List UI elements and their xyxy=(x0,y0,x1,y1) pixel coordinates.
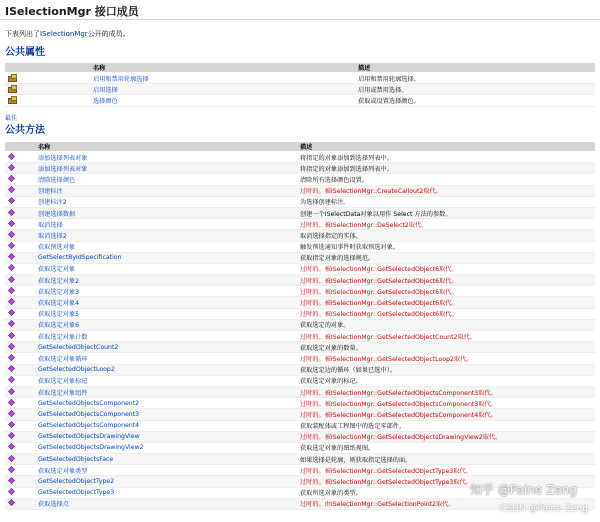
methods-description: 过时的。由ISelectionMgr::GetSelectionPoint2取代。 xyxy=(300,501,455,509)
methods-row-desc-cell xyxy=(297,219,595,230)
methods-description: 触发预选通知事件时获取预选对象。 xyxy=(300,244,399,252)
method-icon xyxy=(8,444,15,451)
methods-row-name-cell xyxy=(35,219,297,230)
properties-name-link[interactable]: 启用和禁用轮廓选择 xyxy=(93,75,149,83)
methods-row-desc-cell xyxy=(297,252,595,263)
intro-prefix: 下表列出了 xyxy=(5,30,40,38)
method-icon xyxy=(8,432,15,439)
methods-row-desc-cell xyxy=(297,275,595,286)
methods-name-link[interactable]: GetSelectedObjectsDrawingView2 xyxy=(38,444,144,452)
method-icon xyxy=(8,332,15,339)
methods-name-link[interactable]: GetSelectedObjectsComponent3 xyxy=(38,410,140,418)
methods-row xyxy=(5,297,595,308)
method-icon xyxy=(8,153,15,160)
properties-row-name-cell xyxy=(90,95,355,106)
method-icon xyxy=(8,343,15,350)
properties-name-link[interactable]: 选择颜色 xyxy=(93,97,118,105)
methods-row xyxy=(5,174,595,185)
method-icon xyxy=(8,499,15,506)
methods-row-name-cell xyxy=(35,275,297,286)
methods-row-desc-cell xyxy=(297,420,595,431)
properties-row-desc-cell xyxy=(355,84,595,95)
methods-row xyxy=(5,353,595,364)
methods-name-link[interactable]: 创建选择数据 xyxy=(38,210,76,218)
methods-row-desc-cell xyxy=(297,398,595,409)
methods-row-icon-cell xyxy=(5,498,35,509)
methods-row xyxy=(5,386,595,397)
properties-row xyxy=(5,95,595,106)
methods-description: 过时的。被ISelectionMgr::GetSelectedObjectType3取代。 xyxy=(300,467,472,475)
properties-name-col-header: 名称 xyxy=(90,63,355,73)
methods-name-link[interactable]: GetSelectedObjectCount2 xyxy=(38,343,119,351)
properties-row xyxy=(5,84,595,95)
methods-description: 过时的。被ISelectionMgr::GetSelectedObject6取代。 xyxy=(300,300,458,308)
properties-name-link[interactable]: 启用选择 xyxy=(93,86,118,94)
methods-row-name-cell xyxy=(35,353,297,364)
methods-description: 过时的。被ISelectionMgr::GetSelectedObject6取代。 xyxy=(300,288,458,296)
methods-row-desc-cell xyxy=(297,375,595,386)
methods-row-name-cell xyxy=(35,375,297,386)
methods-row-icon-cell xyxy=(5,487,35,498)
methods-row-name-cell xyxy=(35,207,297,218)
methods-row-desc-cell xyxy=(297,331,595,342)
methods-row-icon-cell xyxy=(5,342,35,353)
methods-row-desc-cell xyxy=(297,207,595,218)
methods-name-col-header: 名称 xyxy=(35,142,297,152)
methods-row-icon-cell xyxy=(5,386,35,397)
methods-row-name-cell xyxy=(35,185,297,196)
methods-name-link[interactable]: 获取选定对象4 xyxy=(38,300,80,308)
methods-name-link[interactable]: 获取选定对象计数 xyxy=(38,333,88,341)
methods-name-link[interactable]: 添加选择列表对象 xyxy=(38,154,88,162)
method-icon xyxy=(8,376,15,383)
methods-row-name-cell xyxy=(35,263,297,274)
methods-row-desc-cell xyxy=(297,152,595,163)
methods-row-icon-cell xyxy=(5,275,35,286)
methods-name-link[interactable]: GetSelectedObjectLoop2 xyxy=(38,366,115,374)
methods-name-link[interactable]: 创建标注 xyxy=(38,188,63,196)
methods-row-icon-cell xyxy=(5,230,35,241)
title-bar xyxy=(0,0,600,20)
methods-name-link[interactable]: GetSelectedObjectsComponent2 xyxy=(38,399,140,407)
method-icon xyxy=(8,488,15,495)
methods-row-name-cell xyxy=(35,230,297,241)
methods-description: 将指定的对象添加到选择列表中。 xyxy=(300,154,393,162)
methods-row-desc-cell xyxy=(297,241,595,252)
methods-row-icon-cell xyxy=(5,308,35,319)
methods-row-icon-cell xyxy=(5,375,35,386)
methods-name-link[interactable]: 获取选定对象3 xyxy=(38,288,80,296)
methods-row xyxy=(5,442,595,453)
methods-icon-col-header xyxy=(5,142,35,152)
methods-name-link[interactable]: 获取选定对象类型 xyxy=(38,467,88,475)
intro-interface-link[interactable]: ISelectionMgr xyxy=(40,30,88,38)
methods-name-link[interactable]: 获取预选对象 xyxy=(38,244,76,252)
method-icon xyxy=(8,399,15,406)
methods-name-link[interactable]: GetSelectedObjectType2 xyxy=(38,478,115,486)
csdn-watermark: CSDN @Paine Zeng xyxy=(500,504,588,514)
properties-row-desc-cell xyxy=(355,95,595,106)
methods-row-name-cell xyxy=(35,297,297,308)
methods-name-link[interactable]: 取消选择2 xyxy=(38,232,67,240)
methods-row-desc-cell xyxy=(297,409,595,420)
methods-name-link[interactable]: 获取选定对象5 xyxy=(38,311,80,319)
properties-row-icon-cell xyxy=(5,73,90,84)
methods-description: 获取所选对象的类型。 xyxy=(300,490,362,498)
methods-row-name-cell xyxy=(35,431,297,442)
methods-row xyxy=(5,230,595,241)
methods-name-link[interactable]: 创建标注2 xyxy=(38,199,67,207)
methods-name-link[interactable]: 取消选择 xyxy=(38,221,63,229)
methods-row xyxy=(5,364,595,375)
properties-description: 获取或设置选择颜色。 xyxy=(358,97,420,105)
method-icon xyxy=(8,197,15,204)
methods-description: 获取选定边的循环（如果已选中）。 xyxy=(300,367,396,375)
methods-row-icon-cell xyxy=(5,185,35,196)
properties-desc-col-header: 描述 xyxy=(355,63,595,73)
properties-row xyxy=(5,73,595,84)
methods-row-desc-cell xyxy=(297,386,595,397)
methods-row-icon-cell xyxy=(5,219,35,230)
methods-row-icon-cell xyxy=(5,476,35,487)
methods-row-icon-cell xyxy=(5,398,35,409)
methods-row-desc-cell xyxy=(297,185,595,196)
methods-description: 将指定的对象添加到选择列表中。 xyxy=(300,165,393,173)
properties-table xyxy=(5,63,595,107)
methods-description: 过时的。被ISelectionMgr::GetSelectedObjectsDrawingView2取代。 xyxy=(300,434,502,442)
methods-name-link[interactable]: 获取选定对象 xyxy=(38,266,76,274)
methods-row-icon-cell xyxy=(5,252,35,263)
methods-row-desc-cell xyxy=(297,286,595,297)
methods-name-link[interactable]: 获取选定对象循环 xyxy=(38,355,88,363)
methods-description: 获取选定对象的标记。 xyxy=(300,378,362,386)
properties-row-icon-cell xyxy=(5,95,90,106)
method-icon xyxy=(8,186,15,193)
page-title: ISelectionMgr 接口成员 xyxy=(5,5,139,18)
methods-description: 过时的。被ISelectionMgr::DeSelect2取代。 xyxy=(300,221,428,229)
methods-name-link[interactable]: GetSelectByIdSpecification xyxy=(38,254,122,262)
method-icon xyxy=(8,253,15,260)
properties-row-desc-cell xyxy=(355,73,595,84)
properties-row-name-cell xyxy=(90,84,355,95)
methods-row xyxy=(5,319,595,330)
methods-row-name-cell xyxy=(35,398,297,409)
methods-description: 过时的。被ISelectionMgr::GetSelectedObjectsComponent3取代。 xyxy=(300,389,497,397)
methods-row-name-cell xyxy=(35,241,297,252)
methods-row-desc-cell xyxy=(297,319,595,330)
method-icon xyxy=(8,231,15,238)
methods-row-name-cell xyxy=(35,319,297,330)
methods-row xyxy=(5,252,595,263)
methods-row-name-cell xyxy=(35,163,297,174)
method-icon xyxy=(8,477,15,484)
methods-row-icon-cell xyxy=(5,286,35,297)
methods-row-name-cell xyxy=(35,386,297,397)
methods-description: 过时的。被ISelectionMgr::GetSelectedObjectCount2取代。 xyxy=(300,333,477,341)
methods-row-desc-cell xyxy=(297,297,595,308)
methods-row xyxy=(5,241,595,252)
method-icon xyxy=(8,276,15,283)
methods-row xyxy=(5,207,595,218)
methods-row xyxy=(5,196,595,207)
methods-row-desc-cell xyxy=(297,308,595,319)
method-icon xyxy=(8,388,15,395)
intro-text xyxy=(5,29,130,39)
methods-row-desc-cell xyxy=(297,263,595,274)
methods-row-desc-cell xyxy=(297,163,595,174)
method-icon xyxy=(8,320,15,327)
methods-table-body xyxy=(5,152,595,510)
methods-name-link[interactable]: 获取选定对象2 xyxy=(38,277,80,285)
methods-row-icon-cell xyxy=(5,364,35,375)
methods-description: 如果选择是轮廓，则获取指定选择的面。 xyxy=(300,456,412,464)
methods-description: 过时的。被ISelectionMgr::GetSelectedObject6取代。 xyxy=(300,266,458,274)
method-icon xyxy=(8,410,15,417)
methods-description: 获取装配体或工程图中的选定零部件。 xyxy=(300,423,406,431)
methods-row xyxy=(5,185,595,196)
methods-table xyxy=(5,142,595,510)
property-icon xyxy=(8,74,17,81)
methods-row-icon-cell xyxy=(5,196,35,207)
methods-row-name-cell xyxy=(35,409,297,420)
methods-row-desc-cell xyxy=(297,230,595,241)
methods-name-link[interactable]: 获取选定对象组件 xyxy=(38,389,88,397)
methods-name-link[interactable]: GetSelectedObjectsComponent4 xyxy=(38,422,140,430)
methods-row-icon-cell xyxy=(5,353,35,364)
methods-description: 清除所有选择颜色设置。 xyxy=(300,176,369,184)
methods-row xyxy=(5,409,595,420)
methods-desc-col-header: 描述 xyxy=(297,142,595,152)
method-icon xyxy=(8,220,15,227)
methods-row-icon-cell xyxy=(5,263,35,274)
methods-row-name-cell xyxy=(35,454,297,465)
methods-row-name-cell xyxy=(35,286,297,297)
methods-row xyxy=(5,342,595,353)
methods-description: 过时的。被ISelectionMgr::GetSelectedObject6取代。 xyxy=(300,311,458,319)
methods-row xyxy=(5,375,595,386)
methods-row-icon-cell xyxy=(5,442,35,453)
methods-description: 过时的。被ISelectionMgr::GetSelectedObjectsComponent3取代。 xyxy=(300,400,497,408)
methods-row-icon-cell xyxy=(5,331,35,342)
methods-description: 获取选定对象的图纸视图。 xyxy=(300,445,375,453)
methods-row-icon-cell xyxy=(5,431,35,442)
methods-row xyxy=(5,331,595,342)
methods-row xyxy=(5,420,595,431)
methods-row-desc-cell xyxy=(297,342,595,353)
property-icon xyxy=(8,85,17,92)
methods-row-desc-cell xyxy=(297,431,595,442)
methods-name-link[interactable]: GetSelectedObjectsFace xyxy=(38,455,114,463)
methods-row-desc-cell xyxy=(297,442,595,453)
properties-section-title: 公共属性 xyxy=(5,47,45,58)
methods-row-icon-cell xyxy=(5,207,35,218)
methods-row-icon-cell xyxy=(5,454,35,465)
method-icon xyxy=(8,421,15,428)
properties-icon-col-header xyxy=(5,63,90,73)
methods-name-link[interactable]: 获取选择点 xyxy=(38,501,69,509)
methods-row-desc-cell xyxy=(297,465,595,476)
methods-name-link[interactable]: 获取选定对象6 xyxy=(38,322,80,330)
methods-row-icon-cell xyxy=(5,465,35,476)
method-icon xyxy=(8,466,15,473)
methods-row xyxy=(5,465,595,476)
method-icon xyxy=(8,365,15,372)
methods-row-desc-cell xyxy=(297,353,595,364)
methods-description: 过时的。被ISelectionMgr::GetSelectedObjectLoop2取代。 xyxy=(300,355,473,363)
methods-row xyxy=(5,219,595,230)
methods-row-desc-cell xyxy=(297,364,595,375)
methods-row-name-cell xyxy=(35,196,297,207)
methods-row xyxy=(5,163,595,174)
method-icon xyxy=(8,164,15,171)
methods-row-name-cell xyxy=(35,498,297,509)
methods-row-icon-cell xyxy=(5,241,35,252)
method-icon xyxy=(8,309,15,316)
methods-row-name-cell xyxy=(35,465,297,476)
method-icon xyxy=(8,298,15,305)
properties-description: 启用或禁用选择。 xyxy=(358,86,408,94)
properties-description: 启用和禁用轮廓选择。 xyxy=(358,75,420,83)
methods-description: 过时的。被ISelectionMgr::GetSelectedObjectsComponent4取代。 xyxy=(300,411,497,419)
method-icon xyxy=(8,287,15,294)
methods-row-icon-cell xyxy=(5,409,35,420)
methods-name-link[interactable]: GetSelectedObjectType3 xyxy=(38,489,115,497)
methods-description: 获取指定对象的选择规范。 xyxy=(300,255,375,263)
methods-description: 过时的。被ISelectionMgr::CreateCallout2取代。 xyxy=(300,188,442,196)
methods-description: 获取选定的对象。 xyxy=(300,322,350,330)
method-icon xyxy=(8,455,15,462)
methods-row xyxy=(5,263,595,274)
methods-row-desc-cell xyxy=(297,174,595,185)
methods-row-name-cell xyxy=(35,487,297,498)
properties-table-body xyxy=(5,73,595,107)
methods-section-title: 公共方法 xyxy=(5,125,45,136)
methods-description: 获取选定对象的数量。 xyxy=(300,344,362,352)
property-icon xyxy=(8,96,17,103)
methods-row-name-cell xyxy=(35,308,297,319)
methods-row xyxy=(5,431,595,442)
methods-row-name-cell xyxy=(35,420,297,431)
methods-row-desc-cell xyxy=(297,454,595,465)
methods-name-link[interactable]: 添加选择列表对象 xyxy=(38,165,88,173)
methods-row-icon-cell xyxy=(5,174,35,185)
methods-name-link[interactable]: 获取选定对象标记 xyxy=(38,378,88,386)
methods-row-name-cell xyxy=(35,342,297,353)
zhihu-watermark: 知乎 @Paine Zeng xyxy=(470,483,577,497)
method-icon xyxy=(8,242,15,249)
methods-row-desc-cell xyxy=(297,196,595,207)
methods-row xyxy=(5,454,595,465)
properties-row-name-cell xyxy=(90,73,355,84)
methods-row-name-cell xyxy=(35,442,297,453)
methods-row-name-cell xyxy=(35,174,297,185)
back-to-top-link[interactable]: 最佳 xyxy=(5,115,18,122)
methods-row-name-cell xyxy=(35,252,297,263)
methods-row xyxy=(5,398,595,409)
methods-name-link[interactable]: 清除选择颜色 xyxy=(38,176,76,184)
methods-row xyxy=(5,152,595,163)
methods-row xyxy=(5,275,595,286)
methods-row-icon-cell xyxy=(5,163,35,174)
methods-row-icon-cell xyxy=(5,297,35,308)
intro-suffix: 公开的成员。 xyxy=(87,30,130,38)
methods-description: 为选择创建标注。 xyxy=(300,199,350,207)
methods-description: 过时的。被ISelectionMgr::GetSelectedObject6取代。 xyxy=(300,277,458,285)
methods-row-icon-cell xyxy=(5,420,35,431)
method-icon xyxy=(8,354,15,361)
methods-row-name-cell xyxy=(35,476,297,487)
properties-row-icon-cell xyxy=(5,84,90,95)
methods-description: 创建一个ISelectData对象以用作 Select 方法的参数。 xyxy=(300,210,452,218)
method-icon xyxy=(8,265,15,272)
method-icon xyxy=(8,209,15,216)
methods-description: 取消选择指定的实体。 xyxy=(300,232,362,240)
methods-name-link[interactable]: GetSelectedObjectsDrawingView xyxy=(38,433,140,441)
methods-row-name-cell xyxy=(35,364,297,375)
methods-row-name-cell xyxy=(35,331,297,342)
methods-row xyxy=(5,308,595,319)
methods-row-icon-cell xyxy=(5,319,35,330)
method-icon xyxy=(8,175,15,182)
methods-row-name-cell xyxy=(35,152,297,163)
methods-row xyxy=(5,286,595,297)
methods-row-icon-cell xyxy=(5,152,35,163)
methods-description: 过时的。被ISelectionMgr::GetSelectedObjectType3取代。 xyxy=(300,479,472,487)
